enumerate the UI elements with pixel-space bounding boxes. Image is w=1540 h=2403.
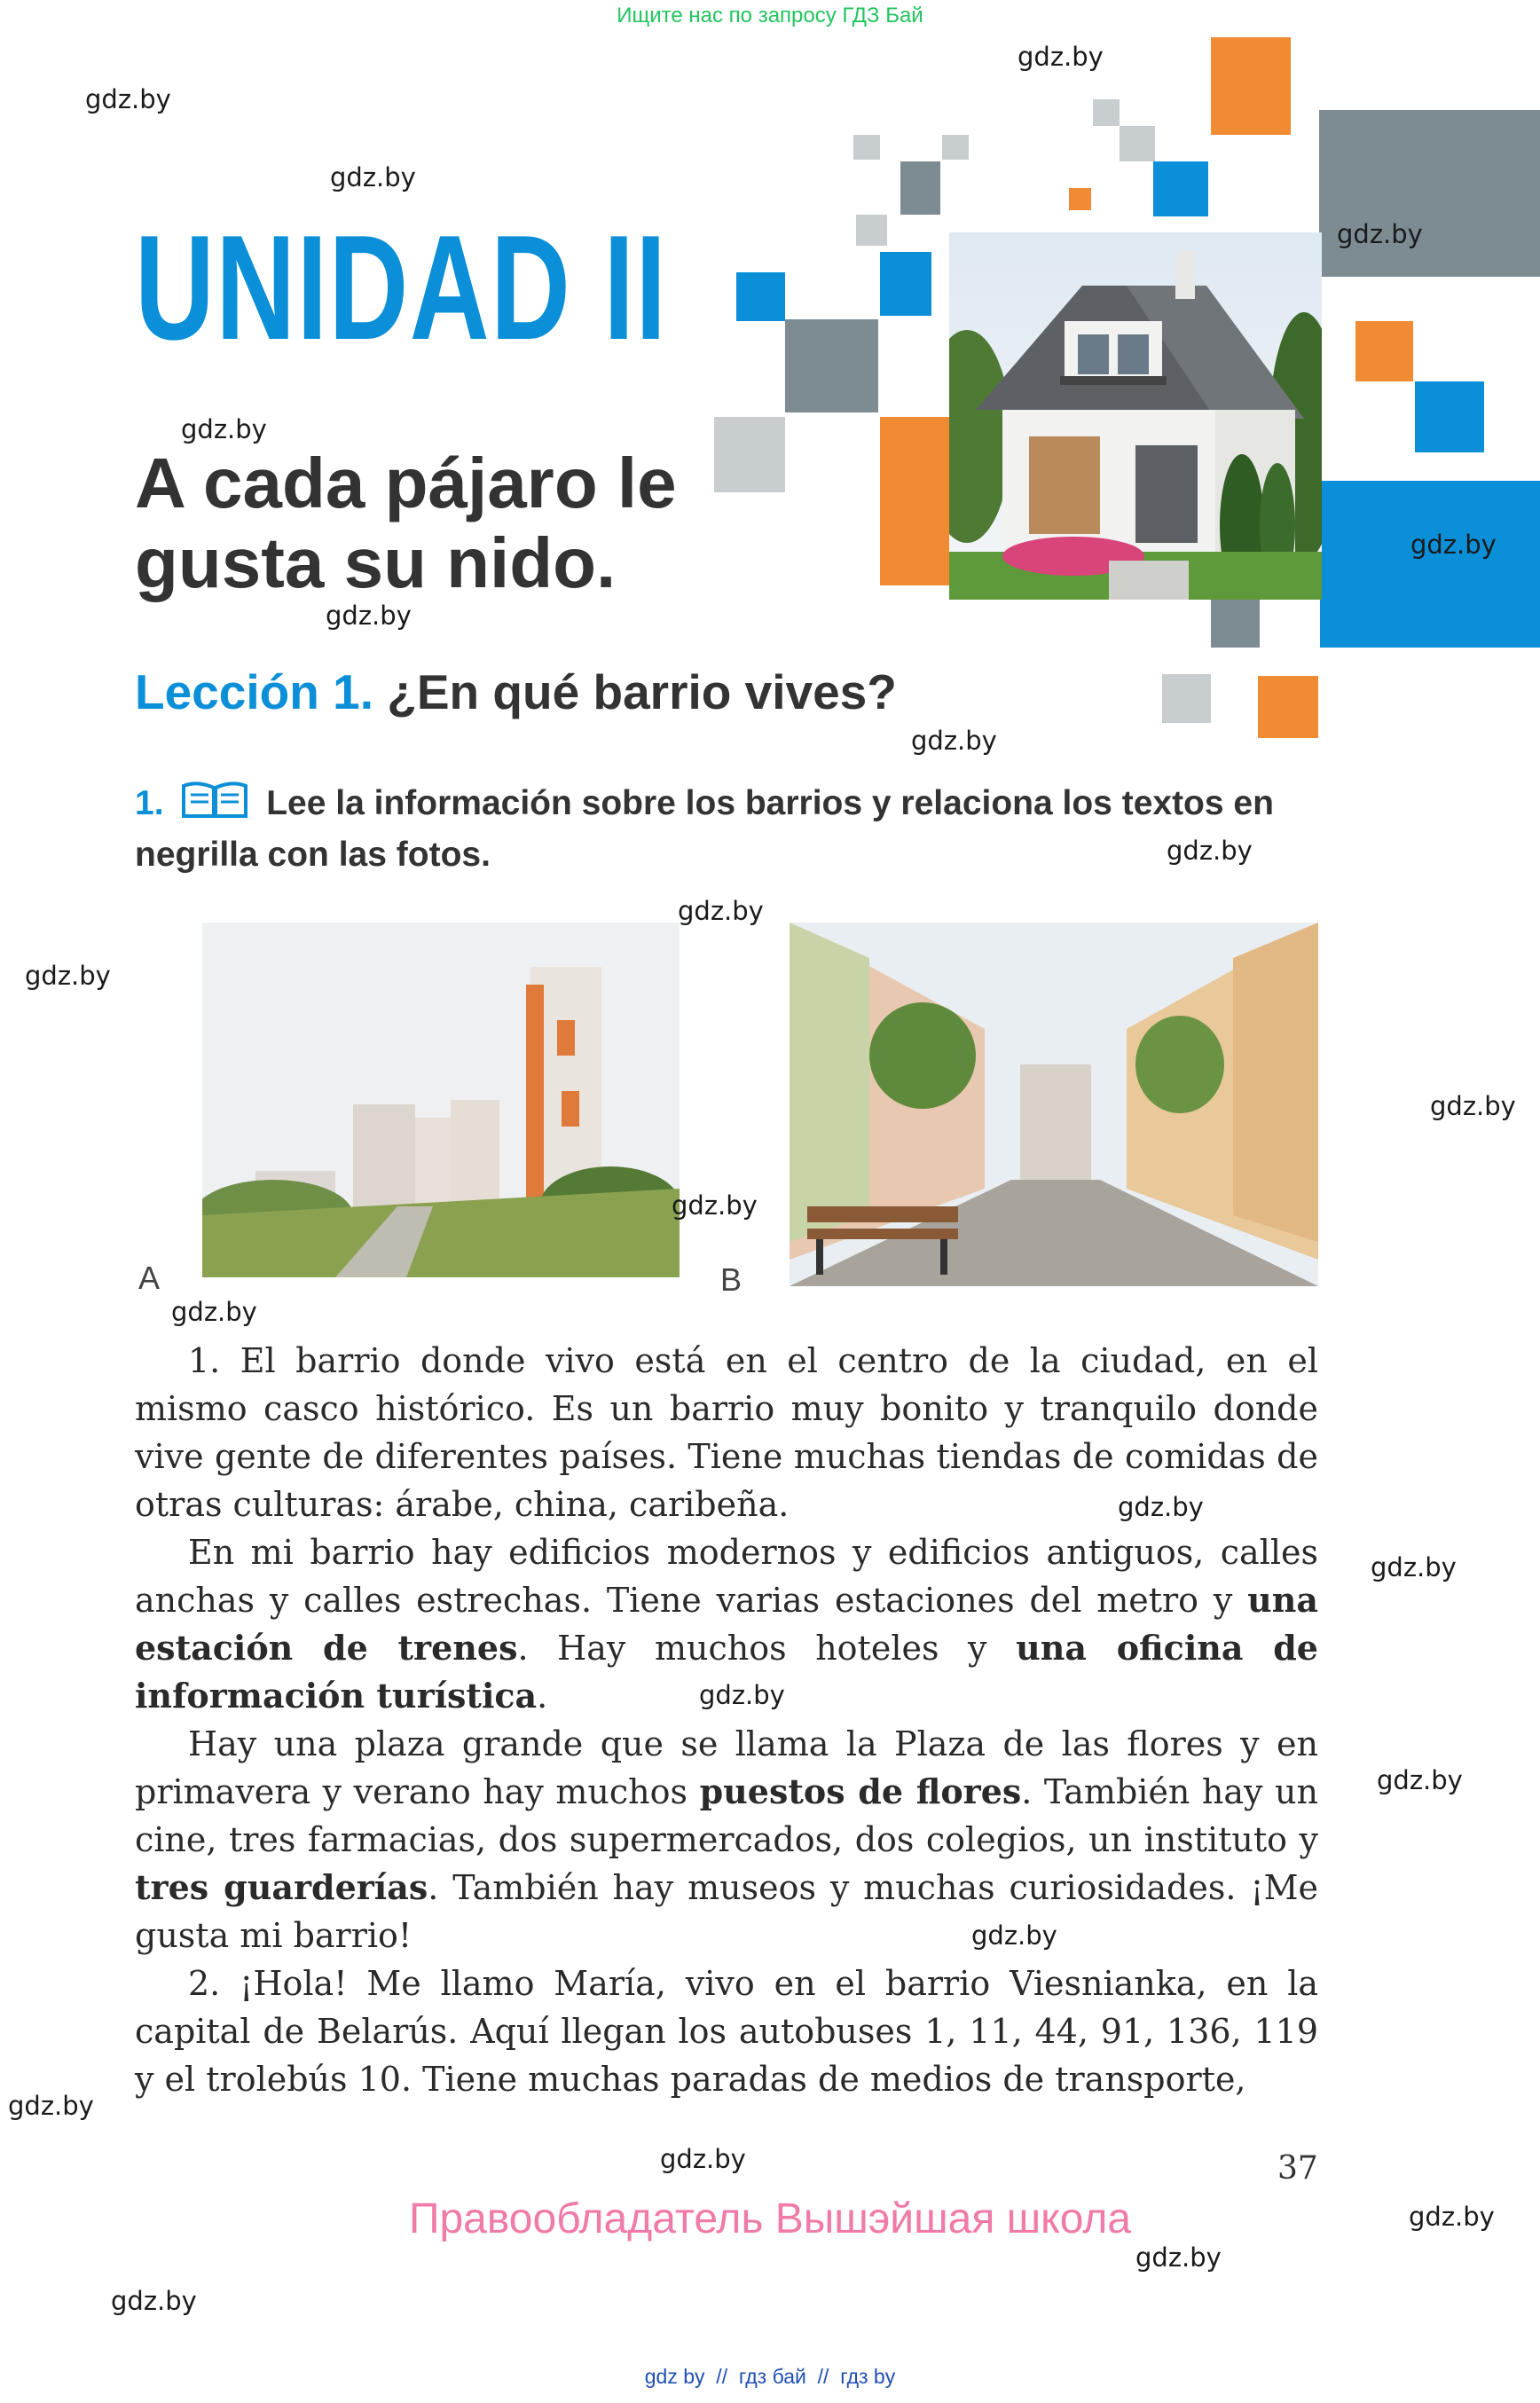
watermark: gdz.by: [911, 726, 997, 756]
footer-links[interactable]: gdz by // гдз бай // гдз by: [644, 2365, 896, 2388]
watermark: gdz.by: [660, 2144, 746, 2174]
watermark: gdz.by: [111, 2286, 197, 2316]
bold-nurseries: tres guarderías: [135, 1867, 428, 1907]
watermark: gdz.by: [1337, 219, 1423, 249]
watermark: gdz.by: [678, 896, 764, 926]
paragraph-2: En mi barrio hay edificios modernos y edificios antiguos, calles anchas y calles estrechas. Tiene varias estaciones del metro y una estación de trenes. Hay muchos hoteles y una oficina de información turística.: [135, 1533, 1318, 1716]
watermark: gdz.by: [1409, 2202, 1495, 2232]
watermark: gdz.by: [1410, 530, 1497, 560]
watermark: gdz.by: [330, 162, 416, 192]
reading-text: [135, 1337, 1318, 2103]
paragraph-4: 2. ¡Hola! Me llamo María, vivo en el barrio Viesnianka, en la capital de Belarús. Aquí llegan los autobuses 1, 11, 44, 91, 136, 119 y el trolebús 10. Tiene muchas paradas de medios de transporte,: [135, 1964, 1318, 2099]
house-photo: [949, 232, 1322, 600]
watermark: gdz.by: [85, 84, 171, 114]
copyright-notice: Правообладатель Вышэйшая школа: [408, 2195, 1132, 2242]
watermark: gdz.by: [699, 1680, 785, 1710]
watermark: gdz.by: [1167, 836, 1253, 866]
paragraph-1: 1. El barrio donde vivo está en el centro de la ciudad, en el mismo casco histórico. Es un barrio muy bonito y tranquilo donde vive gente de diferentes países. Tiene muchas tiendas de comidas de otras culturas: árabe, china, caribeña.: [135, 1341, 1318, 1524]
lesson-title: ¿En qué barrio vives?: [387, 664, 897, 719]
unit-title: UNIDAD II: [135, 204, 668, 371]
watermark: gdz.by: [181, 414, 267, 444]
exercise-instruction: [135, 781, 1324, 878]
unit-subtitle: A cada pájaro le gusta su nido.: [135, 444, 677, 602]
watermark: gdz.by: [326, 601, 412, 631]
lesson-header: [135, 664, 897, 720]
photo-a-label: A: [138, 1260, 161, 1296]
photo-b-label: B: [720, 1261, 742, 1298]
watermark: gdz.by: [1377, 1765, 1463, 1795]
watermark: gdz.by: [971, 1920, 1057, 1951]
photo-b: [790, 923, 1318, 1286]
top-banner: Ищите нас по запросу ГДЗ Бай: [617, 4, 923, 27]
watermark: gdz.by: [672, 1190, 758, 1221]
watermark: gdz.by: [1135, 2242, 1222, 2273]
open-book-icon: [180, 781, 249, 832]
bold-tourist-office: una oficina de información turística: [135, 1628, 1318, 1716]
watermark: gdz.by: [25, 961, 111, 991]
watermark: gdz.by: [1118, 1492, 1204, 1522]
exercise-number: 1.: [135, 784, 164, 822]
watermark: gdz.by: [171, 1297, 257, 1327]
exercise-text: Lee la información sobre los barrios y relaciona los textos en negrilla con las fotos.: [135, 784, 1274, 874]
watermark: gdz.by: [1018, 42, 1104, 72]
watermark: gdz.by: [1430, 1091, 1516, 1121]
bold-train-station: una estación de trenes: [135, 1580, 1318, 1668]
bold-flower-stalls: puestos de flores: [699, 1771, 1022, 1811]
watermark: gdz.by: [1371, 1552, 1457, 1582]
watermark: gdz.by: [8, 2091, 94, 2121]
lesson-number: Lección 1.: [135, 664, 373, 719]
paragraph-3: Hay una plaza grande que se llama la Plaza de las flores y en primavera y verano hay muchos puestos de flores. También hay un cine, tres farmacias, dos supermercados, dos colegios, un instituto y tres guarderías. También hay museos y muchas curiosidades. ¡Me gusta mi barrio!: [135, 1724, 1318, 1955]
photo-a: [202, 923, 680, 1277]
page-number: 37: [1277, 2150, 1318, 2187]
